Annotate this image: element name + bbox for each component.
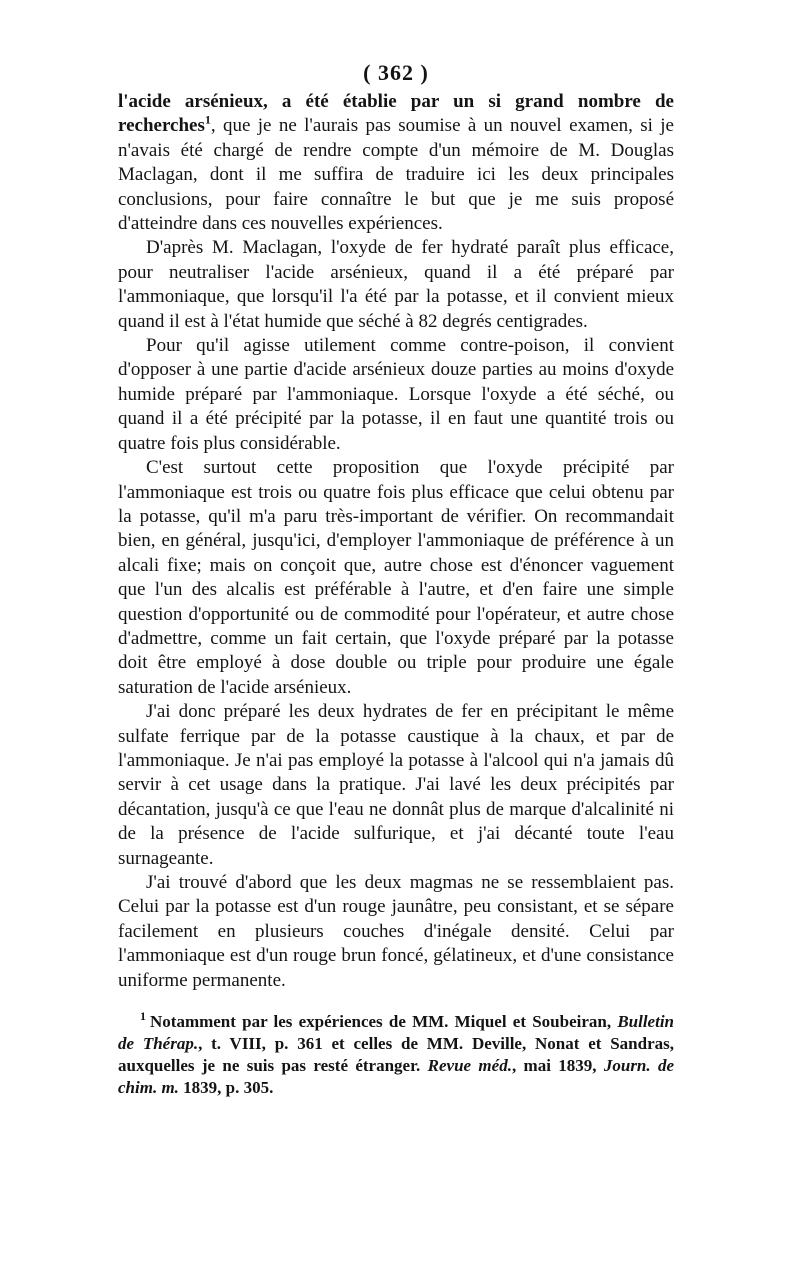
paragraph-6: J'ai trouvé d'abord que les deux magmas ne se ressemblaient pas. Celui par la potasse est d'un rouge jaunâtre, peu consistant, et se sépare facilement en plusieurs couches d'inégale densité. Celui par l'ammoniaque est d'un rouge brun foncé, gélatineux, et d'une consistance uniforme permanente. — [118, 872, 674, 991]
footnote-separator — [118, 993, 674, 1011]
footnote-part-4: 1839, p. 305. — [178, 1078, 274, 1098]
page-number: ( 362 ) — [363, 60, 429, 85]
footnote — [118, 1011, 674, 1099]
paragraph-5: J'ai donc préparé les deux hydrates de fer en précipitant le même sulfate ferrique par de la potasse caustique à la chaux, et par de l'ammoniaque. Je n'ai pas employé la potasse à l'alcool qui n'a jamais dû servir à cet usage dans la pratique. J'ai lavé les deux précipités par décantation, jusqu'à ce que l'eau ne donnât plus de marque d'alcalinité ni de la présence de l'acide sulfurique, et j'ai décanté toute l'eau surnageante. — [118, 701, 674, 869]
footnote-part-2: , t. VIII, p. 361 et celles de MM. Deville, Nonat et Sandras, auxquelles je ne suis pas resté étranger. — [118, 1034, 674, 1076]
footnote-reference: 1 — [204, 113, 211, 128]
footnote-number: 1 — [140, 1009, 146, 1024]
paragraph-1-text: , que je ne l'aurais pas soumise à un nouvel examen, si je n'avais été chargé de rendre compte d'un mémoire de M. Douglas Maclagan, dont il me suffira de traduire ici les deux principales conclusions, pour faire connaître le but que je me suis proposé d'atteindre dans ces nouvelles expériences. — [118, 115, 674, 235]
footnote-journal-2: Revue méd. — [427, 1056, 512, 1076]
footnote-part-1: Notamment par les expériences de MM. Miquel et Soubeiran, — [150, 1012, 618, 1032]
paragraph-4: C'est surtout cette proposition que l'oxyde précipité par l'ammoniaque est trois ou quatre fois plus efficace que celui obtenu par la potasse, qu'il m'a paru très-important de vérifier. On recommandait bien, en général, jusqu'ici, d'employer l'ammoniaque de préférence à un alcali fixe; mais on conçoit que, autre chose est d'énoncer vaguement que l'un des alcalis est préférable à l'autre, et d'en faire une simple question d'opportunité ou de commodité pour l'opérateur, et autre chose d'admettre, comme un fait certain, que l'oxyde préparé par la potasse doit être employé à dose double ou triple pour produire une égale saturation de l'acide arsénieux. — [118, 457, 674, 698]
book-page — [118, 58, 674, 1099]
footnote-part-3: , mai 1839, — [511, 1056, 604, 1076]
paragraph-3: Pour qu'il agisse utilement comme contre-poison, il convient d'opposer à une partie d'acide arsénieux douze parties au moins d'oxyde humide préparé par l'ammoniaque. Lorsque l'oxyde a été séché, ou quand il a été précipité par la potasse, il en faut une quantité trois ou quatre fois plus considérable. — [118, 335, 674, 454]
paragraph-2: D'après M. Maclagan, l'oxyde de fer hydraté paraît plus efficace, pour neutraliser l'acide arsénieux, quand il a été préparé par l'ammoniaque, que lorsqu'il l'a été par la potasse, et il convient mieux quand il est à l'état humide que séché à 82 degrés centigrades. — [118, 237, 674, 332]
footnote-journal-3: Journ. de chim. m. — [118, 1056, 675, 1098]
footnote-journal-1: Bulletin de Thérap. — [118, 1012, 674, 1054]
paragraph-1 — [118, 90, 674, 236]
body-text — [118, 90, 674, 993]
paragraph-1-lead: l'acide arsénieux, a été établie par un si grand nombre de recherches — [118, 91, 674, 137]
